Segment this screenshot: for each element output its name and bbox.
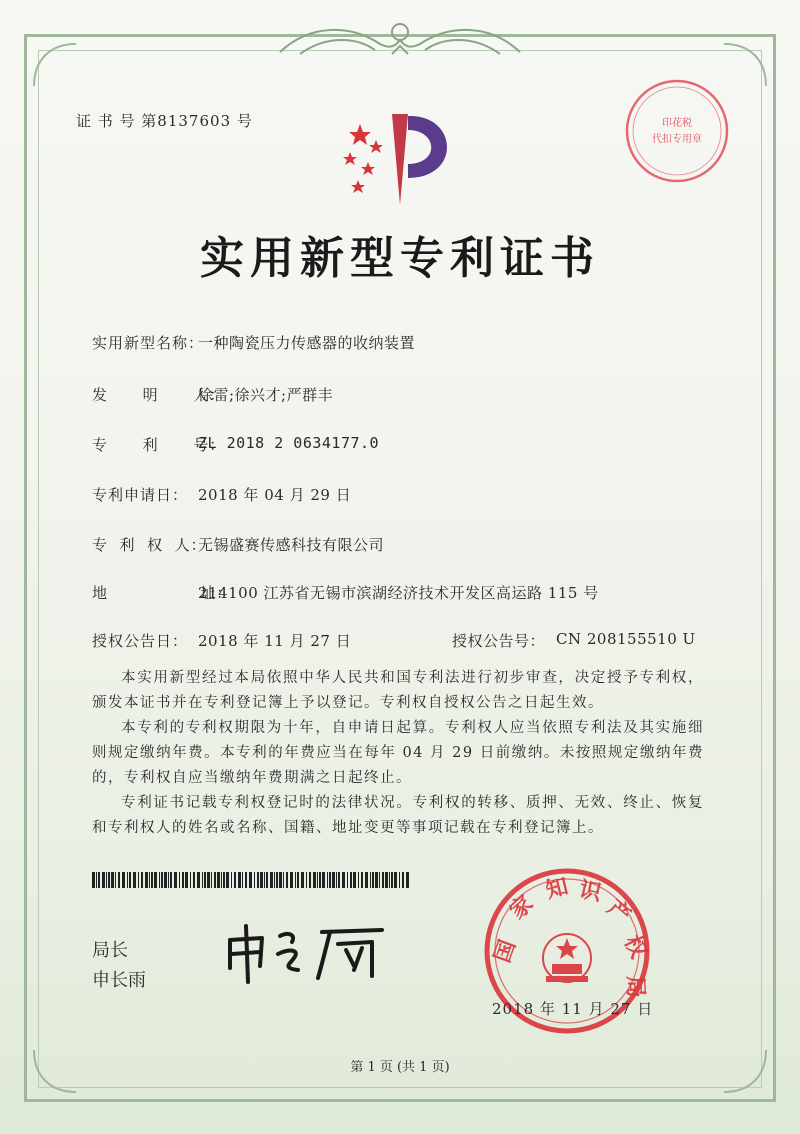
director-signature-icon <box>222 918 402 988</box>
corner-ornament-icon <box>30 40 80 90</box>
field-label-patent-no: 专 利 号： <box>92 436 226 454</box>
certificate-body <box>92 666 704 841</box>
body-paragraph: 本实用新型经过本局依照中华人民共和国专利法进行初步审查，决定授予专利权，颁发本证书并在专利登记簿上予以登记。专利权自授权公告之日起生效。 <box>92 670 704 711</box>
svg-text:国: 国 <box>490 936 522 967</box>
cnipa-logo-icon <box>330 100 470 210</box>
field-value-address: 214100 江苏省无锡市滨湖经济技术开发区高运路 115 号 <box>198 584 599 602</box>
body-paragraph: 本专利的专利权期限为十年，自申请日起算。专利权人应当依照专利法及其实施细则规定缴纳年费。本专利的年费应当在每年 04 月 29 日前缴纳。未按照规定缴纳年费的，专利权自应当缴纳年费期满之日起终止。 <box>92 720 704 786</box>
field-value-name: 一种陶瓷压力传感器的收纳装置 <box>198 334 416 352</box>
field-value-inventor: 徐雷;徐兴才;严群丰 <box>198 386 334 404</box>
svg-text:家: 家 <box>505 891 539 925</box>
field-value-patentee: 无锡盛赛传感科技有限公司 <box>198 536 385 554</box>
field-label-address: 地 址： <box>92 584 233 602</box>
tax-stamp-icon <box>622 76 732 186</box>
svg-text:识: 识 <box>576 877 604 907</box>
field-label-inventor: 发 明 人： <box>92 386 226 404</box>
svg-text:权: 权 <box>618 931 651 963</box>
svg-text:代扣专用章: 代扣专用章 <box>652 134 702 145</box>
page-number: 第 1 页 (共 1 页) <box>350 1060 450 1075</box>
seal-date: 2018 年 11 月 27 日 <box>492 1000 654 1018</box>
director-title: 局长 <box>92 940 128 961</box>
certificate-number: 证 书 号 第8137603 号 <box>76 112 253 130</box>
field-value-announcement: CN 208155510 U <box>556 630 696 648</box>
field-value-grant-date: 2018 年 11 月 27 日 <box>198 632 352 650</box>
svg-text:产: 产 <box>602 895 636 929</box>
certificate-title: 实用新型专利证书 <box>200 233 600 284</box>
svg-text:知: 知 <box>543 874 571 904</box>
field-label-grant-date: 授权公告日： <box>92 632 189 650</box>
svg-text:印花税: 印花税 <box>662 118 692 129</box>
barcode-icon <box>92 872 412 888</box>
top-ornament-icon <box>270 18 530 64</box>
body-paragraph: 专利证书记载专利权登记时的法律状况。专利权的转移、质押、无效、终止、恢复和专利权人的姓名或名称、国籍、地址变更等事项记载在专利登记簿上。 <box>92 795 704 836</box>
svg-text:局: 局 <box>622 975 648 999</box>
director-name: 申长雨 <box>92 970 146 991</box>
field-label-name: 实用新型名称： <box>92 334 205 352</box>
field-label-announcement: 授权公告号： <box>452 632 546 650</box>
field-label-filing-date: 专利申请日： <box>92 486 189 504</box>
field-value-patent-no: ZL 2018 2 0634177.0 <box>198 434 380 452</box>
field-value-filing-date: 2018 年 04 月 29 日 <box>198 486 352 504</box>
field-label-patentee: 专 利 权 人： <box>92 536 207 554</box>
